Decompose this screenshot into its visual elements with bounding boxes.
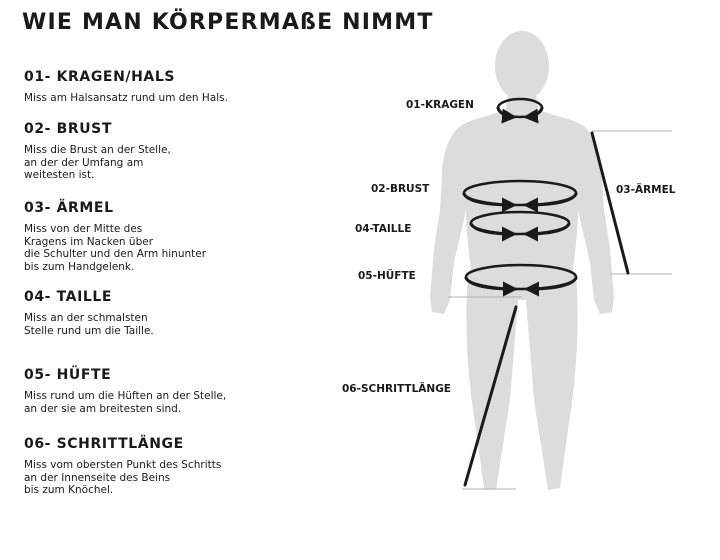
step-heading: 06- SCHRITTLÄNGE <box>24 436 184 452</box>
label-inseam: 06-SCHRITTLÄNGE <box>342 383 451 395</box>
step-text: Miss von der Mitte des Kragens im Nacken über die Schulter und den Arm hinunter bis zum Handgelenk. <box>24 223 207 273</box>
step-heading: 03- ÄRMEL <box>24 200 114 216</box>
step-heading: 01- KRAGEN/HALS <box>24 69 176 85</box>
label-chest: 02-BRUST <box>371 183 430 195</box>
step-heading: 05- HÜFTE <box>24 367 112 383</box>
label-hip: 05-HÜFTE <box>358 270 416 282</box>
head-shape <box>495 31 549 101</box>
label-collar: 01-KRAGEN <box>406 99 474 111</box>
label-waist: 04-TAILLE <box>355 223 412 235</box>
label-sleeve: 03-ÄRMEL <box>616 184 676 196</box>
step-text: Miss vom obersten Punkt des Schritts an der Innenseite des Beins bis zum Knöchel. <box>24 459 222 497</box>
step-text: Miss rund um die Hüften an der Stelle, an der sie am breitesten sind. <box>24 390 227 415</box>
step-heading: 02- BRUST <box>24 121 113 137</box>
step-text: Miss am Halsansatz rund um den Hals. <box>24 92 228 104</box>
page-title: WIE MAN KÖRPERMAßE NIMMT <box>22 10 434 35</box>
legs-shape <box>466 274 577 490</box>
step-heading: 04- TAILLE <box>24 289 113 305</box>
step-text: Miss die Brust an der Stelle, an der der Umfang am weitesten ist. <box>24 144 171 182</box>
step-text: Miss an der schmalsten Stelle rund um die Taille. <box>24 312 154 337</box>
